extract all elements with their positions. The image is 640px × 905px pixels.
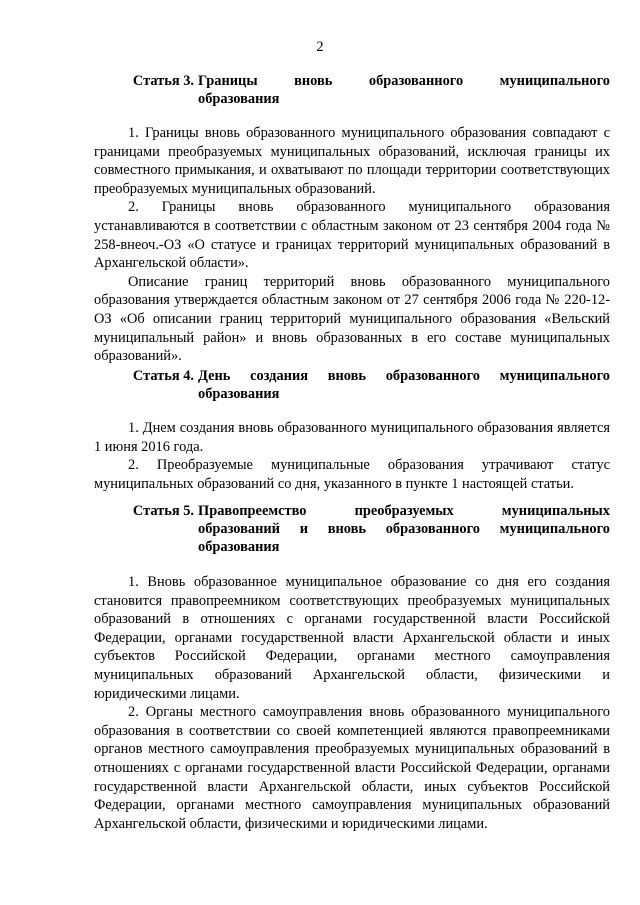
article-3-title-line-2: образования — [198, 91, 280, 108]
article-3-paragraph-3: Описание границ территорий вновь образованного муниципального образования утверждается областным законом от 27 сентября 2006 года № 220-12-ОЗ «Об описании границ территорий муниципального образования «Вельский муниципальный район» и вновь образованных в его составе муниципальных образований». — [94, 273, 610, 365]
article-5-title-line-2: образований и вновь образованного муниципального — [198, 521, 610, 538]
article-5-title-line-3: образования — [198, 539, 280, 556]
article-5-label: Статья 5. — [132, 503, 194, 519]
article-5-title — [198, 502, 610, 557]
article-4-title-line-1: День создания вновь образованного муниципального — [198, 368, 610, 384]
article-5-paragraph-2: 2. Органы местного самоуправления вновь образованного муниципального образования в соответствии со своей компетенцией являются правопреемниками органов местного самоуправления преобразуемых муниципальных образований в отношениях с органами государственной власти Российской Федерации, органами государственной власти Архангельской области, иных субъектов Российской Федерации, органами местного самоуправления муниципальных образований Архангельской области, физическими и юридическими лицами. — [94, 704, 610, 832]
article-3-title — [198, 72, 610, 108]
article-4-heading — [94, 367, 610, 403]
article-3-paragraph-2: 2. Границы вновь образованного муниципального образования устанавливаются в соответствии с областным законом от 23 сентября 2004 года № 258-внеоч.-ОЗ «О статусе и границах территорий муниципальных образований в Архангельской области». — [94, 199, 610, 272]
article-4-title — [198, 367, 610, 403]
article-3-heading — [94, 72, 610, 108]
page-number: 2 — [316, 39, 324, 55]
article-5-title-line-1: Правопреемство преобразуемых муниципальных — [198, 503, 610, 519]
article-3-label: Статья 3. — [132, 73, 194, 89]
article-4-paragraph-2: 2. Преобразуемые муниципальные образования утрачивают статус муниципальных образований со дня, указанного в пункте 1 настоящей статьи. — [94, 457, 610, 492]
article-5-body — [94, 573, 610, 833]
article-4-title-line-2: образования — [198, 386, 280, 403]
article-5-heading — [94, 502, 610, 557]
article-3-body — [94, 124, 610, 366]
article-4-body — [94, 419, 610, 493]
article-4-label: Статья 4. — [132, 368, 194, 384]
article-4-paragraph-1: 1. Днем создания вновь образованного муниципального образования является 1 июня 2016 года. — [94, 420, 610, 455]
article-3-paragraph-1: 1. Границы вновь образованного муниципального образования совпадают с границами преобразуемых муниципальных образований, исключая границы их совместного примыкания, и охватывают по площади территории соответствующих преобразуемых муниципальных образований. — [94, 125, 610, 197]
article-3-title-line-1: Границы вновь образованного муниципального — [198, 73, 610, 89]
article-5-paragraph-1: 1. Вновь образованное муниципальное образование со дня его создания становится правопреемником соответствующих преобразуемых муниципальных образований в отношениях с органами государственной власти Российской Федерации, органами государственной власти Архангельской области и иных субъектов Российской Федерации, органами местного самоуправления муниципальных образований Архангельской области, физическими и юридическими лицами. — [94, 574, 610, 702]
